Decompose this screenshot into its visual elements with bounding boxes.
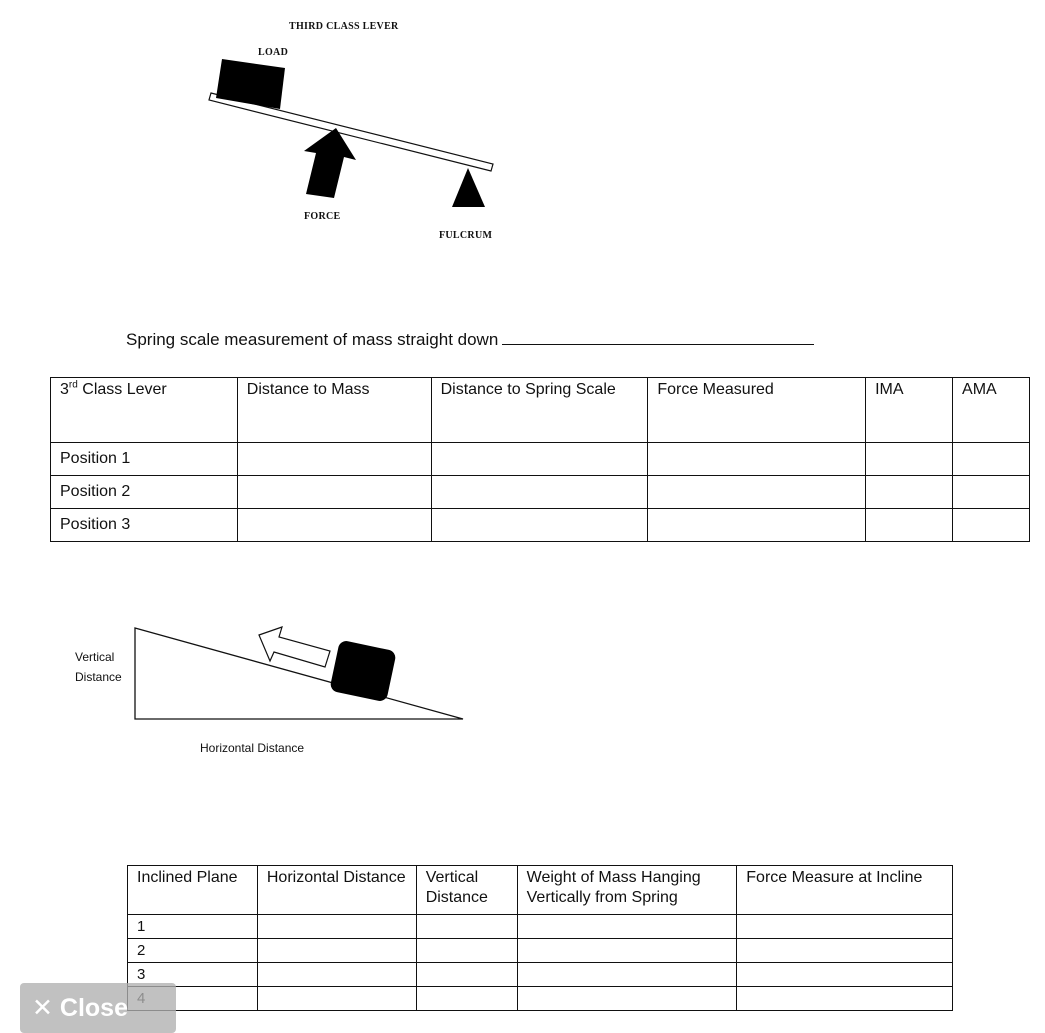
table-cell[interactable] bbox=[737, 963, 953, 987]
table-cell[interactable] bbox=[953, 443, 1030, 476]
fulcrum-label: FULCRUM bbox=[439, 230, 493, 241]
table-cell[interactable] bbox=[866, 476, 953, 509]
header-ima: IMA bbox=[866, 378, 953, 443]
vertical-distance-label-line2: Distance bbox=[75, 670, 122, 684]
pull-arrow bbox=[259, 627, 330, 667]
spring-scale-text: Spring scale measurement of mass straight down bbox=[126, 330, 499, 349]
header-weight-of-mass: Weight of Mass Hanging Vertically from Spring bbox=[517, 866, 737, 915]
table-cell[interactable] bbox=[737, 939, 953, 963]
table-cell[interactable] bbox=[416, 915, 517, 939]
header-distance-to-spring-scale: Distance to Spring Scale bbox=[431, 378, 648, 443]
header-distance-to-mass: Distance to Mass bbox=[237, 378, 431, 443]
lever-title: THIRD CLASS LEVER bbox=[289, 21, 399, 32]
spring-scale-blank[interactable] bbox=[502, 330, 814, 345]
header-ama: AMA bbox=[953, 378, 1030, 443]
table-cell[interactable] bbox=[517, 963, 737, 987]
close-icon: ✕ bbox=[32, 994, 53, 1022]
header-inclined-plane: Inclined Plane bbox=[128, 866, 258, 915]
table-row bbox=[128, 963, 953, 987]
table-cell[interactable] bbox=[517, 939, 737, 963]
header-class-lever: 3rd Class Lever bbox=[51, 378, 238, 443]
row-label: 3 bbox=[128, 963, 258, 987]
table-cell[interactable] bbox=[257, 939, 416, 963]
header-horizontal-distance: Horizontal Distance bbox=[257, 866, 416, 915]
table-cell[interactable] bbox=[416, 939, 517, 963]
force-label: FORCE bbox=[304, 211, 341, 222]
table-cell[interactable] bbox=[416, 963, 517, 987]
header-vertical-distance: Vertical Distance bbox=[416, 866, 517, 915]
table-cell[interactable] bbox=[953, 476, 1030, 509]
inclined-plane-diagram bbox=[0, 0, 520, 760]
table-cell[interactable] bbox=[866, 509, 953, 542]
table-cell[interactable] bbox=[517, 915, 737, 939]
close-button[interactable] bbox=[20, 983, 176, 1033]
incline-triangle bbox=[135, 628, 463, 719]
load-label: LOAD bbox=[258, 47, 289, 58]
table-cell[interactable] bbox=[257, 963, 416, 987]
table-cell[interactable] bbox=[257, 915, 416, 939]
table-cell[interactable] bbox=[866, 443, 953, 476]
close-button-label: Close bbox=[59, 994, 128, 1022]
table-row bbox=[128, 915, 953, 939]
table-cell[interactable] bbox=[953, 509, 1030, 542]
incline-table bbox=[127, 865, 953, 1011]
row-label: Position 1 bbox=[51, 443, 238, 476]
vertical-distance-label-line1: Vertical bbox=[75, 650, 115, 664]
table-cell[interactable] bbox=[737, 987, 953, 1011]
table-cell[interactable] bbox=[648, 476, 866, 509]
row-label: 2 bbox=[128, 939, 258, 963]
table-cell[interactable] bbox=[648, 509, 866, 542]
row-label: Position 3 bbox=[51, 509, 238, 542]
row-label: 1 bbox=[128, 915, 258, 939]
table-cell[interactable] bbox=[648, 443, 866, 476]
row-label: Position 2 bbox=[51, 476, 238, 509]
table-row bbox=[128, 987, 953, 1011]
table-cell[interactable] bbox=[737, 915, 953, 939]
header-force-measured: Force Measured bbox=[648, 378, 866, 443]
table-row bbox=[128, 939, 953, 963]
table-cell[interactable] bbox=[416, 987, 517, 1011]
incline-table-header bbox=[128, 866, 953, 915]
table-cell[interactable] bbox=[517, 987, 737, 1011]
header-force-at-incline: Force Measure at Incline bbox=[737, 866, 953, 915]
horizontal-distance-label: Horizontal Distance bbox=[200, 741, 305, 755]
table-cell[interactable] bbox=[257, 987, 416, 1011]
